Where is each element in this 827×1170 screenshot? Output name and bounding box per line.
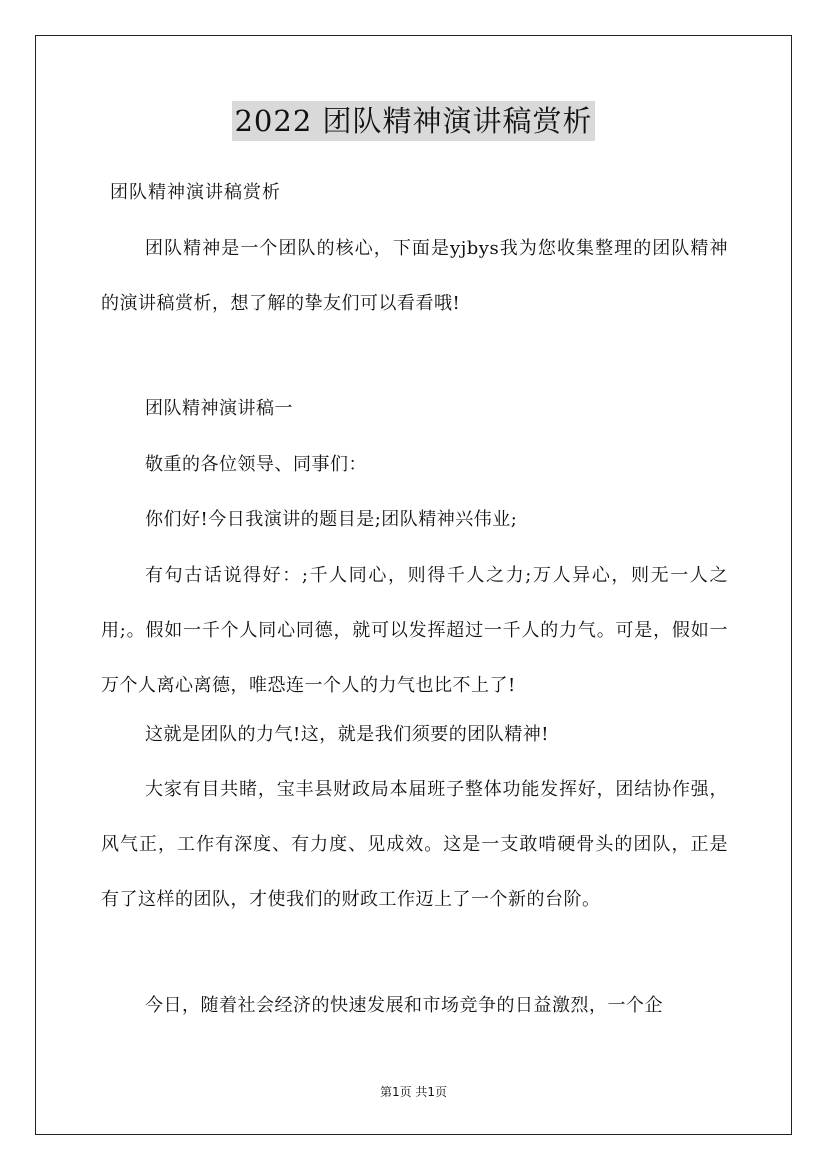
paragraph-team-power: 这就是团队的力气!这，就是我们须要的团队精神! [145,724,549,745]
section-heading: 团队精神演讲稿一 [145,398,293,419]
paragraph-greeting: 你们好!今日我演讲的题目是;团队精神兴伟业; [145,509,518,530]
title-container [0,101,827,141]
paragraph-intro: 团队精神是一个团队的核心，下面是yjbys我为您收集整理的团队精神的演讲稿赏析，想了解的挚友们可以看看哦! [101,238,728,314]
document-title: 2022 团队精神演讲稿赏析 [232,101,594,141]
page-footer: 第1页 共1页 [379,1085,448,1099]
paragraph-salutation: 敬重的各位领导、同事们： [145,454,367,475]
paragraph-competition: 今日，随着社会经济的快速发展和市场竞争的日益激烈，一个企 [145,995,663,1016]
paragraph-finance-bureau: 大家有目共睹，宝丰县财政局本届班子整体功能发挥好，团结协作强，风气正，工作有深度、有力度、见成效。这是一支敢啃硬骨头的团队，正是有了这样的团队，才使我们的财政工作迈上了一个新的台阶。 [101,779,728,910]
document-subtitle: 团队精神演讲稿赏析 [110,182,281,203]
paragraph-proverb: 有句古话说得好：;千人同心，则得千人之力;万人异心，则无一人之用;。假如一千个人同心同德，就可以发挥超过一千人的力气。可是，假如一万个人离心离德，唯恐连一个人的力气也比不上了! [101,565,728,696]
